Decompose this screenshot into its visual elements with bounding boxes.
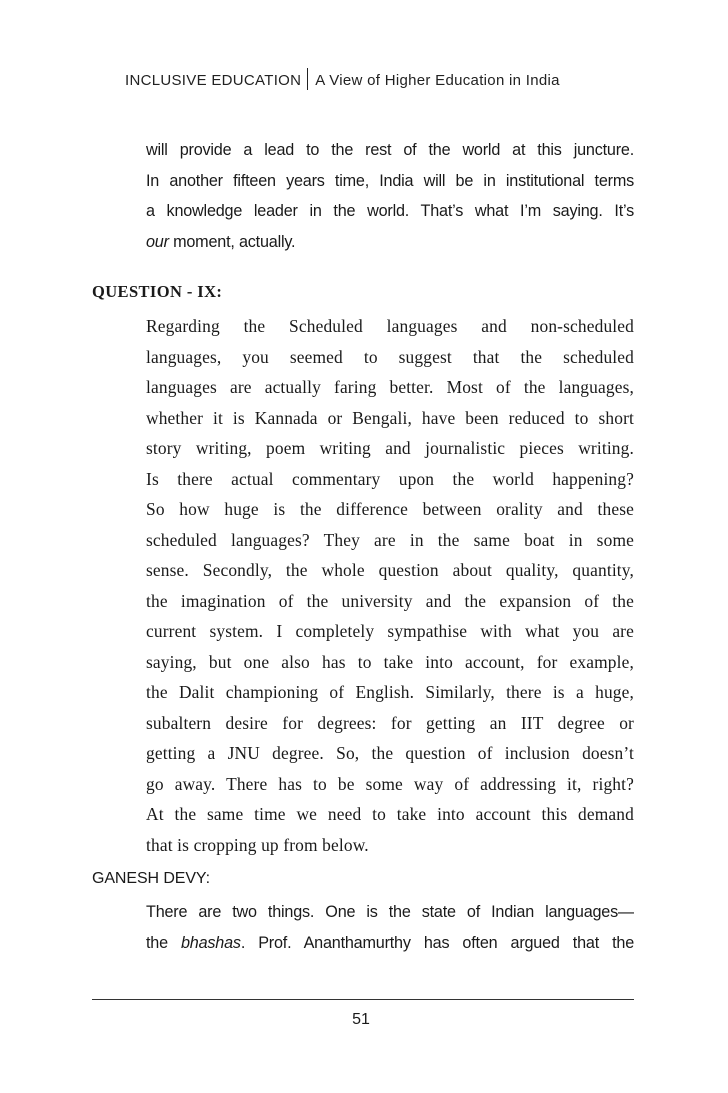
text-line	[146, 227, 634, 258]
text-line: saying, but one also has to take into account, for example,	[146, 651, 634, 672]
text-line: getting a JNU degree. So, the question of inclusion doesn’t	[146, 743, 634, 763]
text-line: go away. There has to be some way of addressing it, right?	[146, 773, 634, 794]
text-fragment: moment, actually.	[168, 232, 296, 251]
speaker-heading: GANESH DEVY:	[92, 870, 210, 887]
text-line: will provide a lead to the rest of the world at this juncture.	[146, 141, 634, 159]
page-number-text: 51	[352, 1011, 370, 1028]
text-line: that is cropping up from below.	[146, 834, 369, 855]
answer-paragraph	[146, 897, 634, 958]
text-line	[146, 928, 634, 959]
header-separator	[307, 68, 308, 90]
text-line: scheduled languages? They are in the same boat in some	[146, 529, 634, 550]
text-fragment: the	[146, 933, 181, 952]
header-subtitle: A View of Higher Education in India	[315, 72, 560, 89]
question-paragraph	[146, 311, 634, 860]
intro-paragraph	[146, 135, 634, 257]
question-heading: QUESTION - IX:	[92, 282, 223, 301]
text-fragment: . Prof. Ananthamurthy has often argued that the	[240, 933, 634, 952]
text-line: In another fifteen years time, India will be in institutional terms	[146, 171, 634, 190]
text-line: So how huge is the difference between orality and these	[146, 499, 634, 519]
page-number	[0, 1011, 728, 1029]
text-line: Is there actual commentary upon the world happening?	[146, 468, 634, 489]
header-book-title: INCLUSIVE EDUCATION	[125, 72, 302, 89]
emphasis-text: our	[146, 232, 169, 251]
text-line: current system. I completely sympathise with what you are	[146, 621, 634, 641]
emphasis-text: bhashas	[181, 933, 241, 952]
running-header	[125, 68, 560, 90]
text-line: Regarding the Scheduled languages and non-scheduled	[146, 316, 634, 336]
text-line: languages are actually faring better. Most of the languages,	[146, 377, 634, 397]
text-line: the imagination of the university and the expansion of the	[146, 590, 634, 611]
text-line: There are two things. One is the state of Indian languages—	[146, 903, 634, 921]
text-line: a knowledge leader in the world. That’s what I’m saying. It’s	[146, 202, 634, 220]
text-line: subaltern desire for degrees: for getting an IIT degree or	[146, 712, 634, 733]
text-line: the Dalit championing of English. Similarly, there is a huge,	[146, 682, 634, 702]
text-line: story writing, poem writing and journalistic pieces writing.	[146, 438, 634, 458]
text-line: At the same time we need to take into account this demand	[146, 804, 634, 824]
text-line: sense. Secondly, the whole question about quality, quantity,	[146, 560, 634, 580]
text-line: whether it is Kannada or Bengali, have been reduced to short	[146, 407, 634, 428]
text-line: languages, you seemed to suggest that the scheduled	[146, 346, 634, 367]
footer-rule	[92, 999, 634, 1000]
